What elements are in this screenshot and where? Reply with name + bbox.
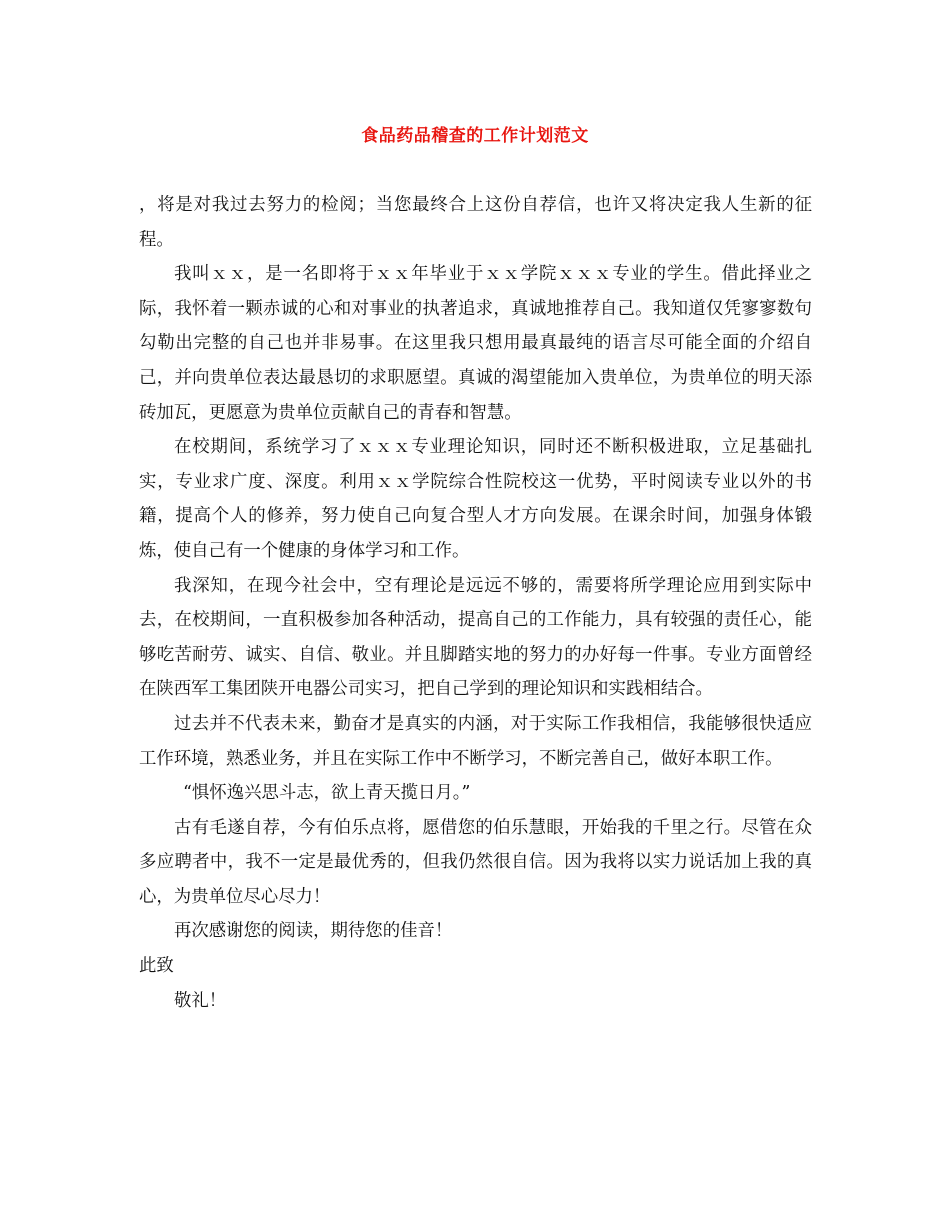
paragraph-self-recommendation: 古有毛遂自荐，今有伯乐点将，愿借您的伯乐慧眼，开始我的千里之行。尽管在众多应聘者中，我不一定是最优秀的，但我仍然很自信。因为我将以实力说话加上我的真心，为贵单位尽心尽力！ — [139, 817, 812, 907]
paragraph-quote: “惧怀逸兴思斗志，欲上青天揽日月。” — [183, 783, 471, 804]
paragraph-thanks: 再次感谢您的阅读，期待您的佳音！ — [174, 921, 453, 942]
document-body — [139, 188, 812, 1018]
paragraph-practice: 我深知，在现今社会中，空有理论是远远不够的，需要将所学理论应用到实际中去，在校期间，一直积极参加各种活动，提高自己的工作能力，具有较强的责任心，能够吃苦耐劳、诚实、自信、敬业。并且脚踏实地的努力的办好每一件事。专业方面曾经在陕西军工集团陕开电器公司实习，把自己学到的理论知识和实践相结合。 — [139, 575, 812, 700]
document-title: 食品药品稽查的工作计划范文 — [361, 126, 589, 146]
paragraph-future: 过去并不代表未来，勤奋才是真实的内涵，对于实际工作我相信，我能够很快适应工作环境，熟悉业务，并且在实际工作中不断学习，不断完善自己，做好本职工作。 — [139, 713, 812, 769]
paragraph-school-study: 在校期间，系统学习了ｘｘｘ专业理论知识，同时还不断积极进取，立足基础扎实，专业求广度、深度。利用ｘｘ学院综合性院校这一优势，平时阅读专业以外的书籍，提高个人的修养，努力使自己向复合型人才方向发展。在课余时间，加强身体锻炼，使自己有一个健康的身体学习和工作。 — [139, 437, 812, 561]
closing-salutation: 此致 — [139, 956, 174, 977]
closing-regards: 敬礼！ — [174, 990, 227, 1011]
paragraph-introduction: 我叫ｘｘ，是一名即将于ｘｘ年毕业于ｘｘ学院ｘｘｘ专业的学生。借此择业之际，我怀着一颗赤诚的心和对事业的执著追求，真诚地推荐自己。我知道仅凭寥寥数句勾勒出完整的自己也并非易事。在这里我只想用最真最纯的语言尽可能全面的介绍自己，并向贵单位表达最恳切的求职愿望。真诚的渴望能加入贵单位，为贵单位的明天添砖加瓦，更愿意为贵单位贡献自己的青春和智慧。 — [139, 264, 812, 423]
paragraph-opening: ，将是对我过去努力的检阅；当您最终合上这份自荐信，也许又将决定我人生新的征程。 — [139, 195, 812, 250]
